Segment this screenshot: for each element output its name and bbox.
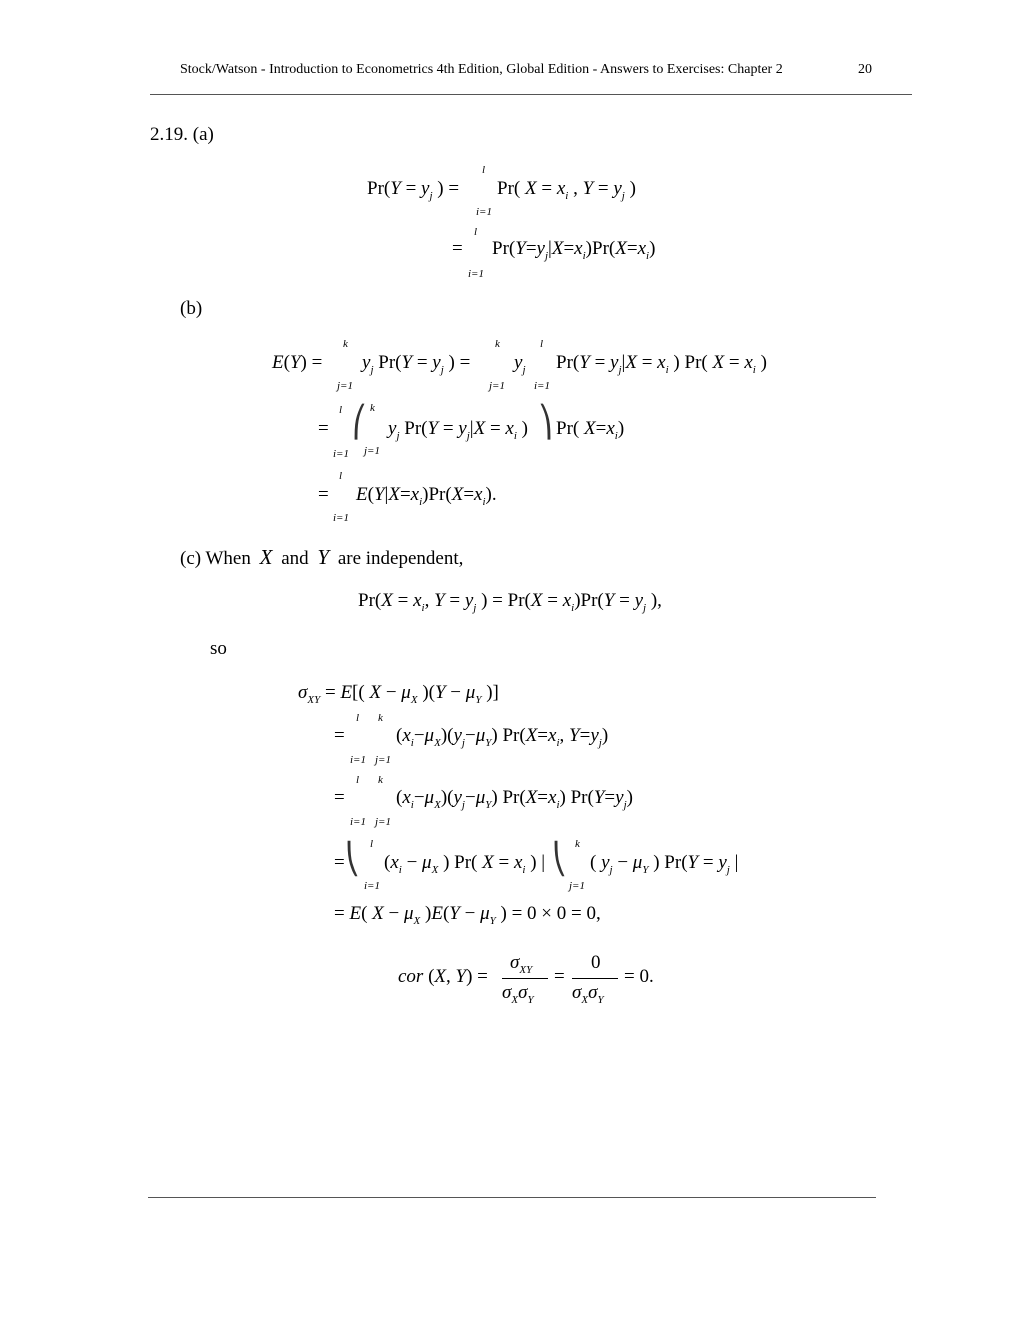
sum-lower-limit: i=1: [534, 380, 550, 392]
math-expression: 0: [591, 952, 601, 973]
left-bracket: ⎝: [552, 843, 567, 876]
sum-lower-limit: i=1: [468, 268, 484, 280]
variable-y: Y: [317, 545, 330, 569]
sum-upper-limit: k: [343, 338, 348, 350]
sum-upper-limit: l: [474, 226, 478, 238]
math-expression: $y_j$ $Pr(Y = y_j$ ) =: [362, 352, 471, 376]
sum-lower-limit: i=1: [476, 206, 492, 218]
math-expression: =: [334, 725, 345, 746]
footer-rule: [148, 1197, 876, 1198]
sum-lower-limit: i=1: [333, 512, 349, 524]
math-expression: $(x_i-\mu_X)(y_j-\mu_Y)$ $Pr(X=x_i)$ $Pr(Y=y_j)$: [396, 787, 633, 811]
math-expression: E(Y) =: [272, 352, 323, 373]
header-rule: [150, 94, 912, 95]
part-c-prefix: (c) When: [180, 548, 251, 569]
math-expression: $y_j$ $Pr(Y = y_j|X = x_i$ ): [388, 418, 528, 442]
part-c-text: [180, 545, 463, 570]
math-expression: $Pr(Y = y_j|X = x_i$ ) Pr( $X = x_i$ ): [556, 352, 767, 376]
sum-upper-limit: l: [356, 774, 360, 786]
math-expression: Pr( $X = x_i$ , $Y = y_j$ ): [497, 178, 636, 202]
math-expression: $(x_i-\mu_X)(y_j-\mu_Y)$ $Pr(X=x_i$, $Y=y_j$): [396, 725, 609, 749]
running-header-title: Stock/Watson - Introduction to Econometrics 4th Edition, Global Edition - Answers to Exercises: Chapter 2: [180, 62, 783, 77]
fraction-bar: [502, 978, 548, 979]
sum-upper-limit: k: [495, 338, 500, 350]
math-expression: cor (X, Y) =: [398, 966, 488, 987]
sum-lower-limit: i=1: [350, 816, 366, 828]
sum-lower-limit: j=1: [375, 816, 391, 828]
math-expression: =: [318, 418, 329, 439]
sum-upper-limit: k: [370, 402, 375, 414]
sum-upper-limit: l: [339, 404, 343, 416]
sum-upper-limit: l: [339, 470, 343, 482]
math-expression: $\sigma_{XY} = E$[( $X - \mu_X$ )($Y - \mu_Y$ )]: [298, 682, 499, 706]
variable-x: X: [259, 545, 273, 569]
math-expression: $\sigma_{XY}$: [510, 952, 533, 976]
so-word: so: [210, 638, 227, 659]
sum-lower-limit: j=1: [569, 880, 585, 892]
math-expression: $y_j$: [514, 352, 526, 376]
math-expression: $\sigma_X\sigma_Y$: [502, 982, 534, 1006]
sum-lower-limit: i=1: [364, 880, 380, 892]
part-b-label: (b): [180, 298, 203, 319]
sum-upper-limit: k: [378, 712, 383, 724]
exercise-label: 2.19. (a): [150, 124, 214, 145]
sum-lower-limit: j=1: [489, 380, 505, 392]
math-expression: =: [554, 966, 565, 987]
sum-upper-limit: k: [575, 838, 580, 850]
math-expression: Pr( $X=x_i$): [556, 418, 625, 442]
sum-upper-limit: l: [540, 338, 544, 350]
math-expression: $Pr(X = x_i$, $Y = y_j$ ) = $Pr(X = x_i)Pr(Y = y_j$ ),: [358, 590, 662, 614]
math-expression: $Pr(Y=y_j|X=x_i)Pr(X=x_i)$: [492, 238, 656, 262]
math-expression: =: [334, 852, 345, 873]
sum-lower-limit: i=1: [333, 448, 349, 460]
sum-upper-limit: l: [370, 838, 374, 850]
math-expression: = 0.: [624, 966, 654, 987]
math-expression: =: [334, 787, 345, 808]
part-c-and: and: [281, 548, 309, 569]
math-expression: $\sigma_X\sigma_Y$: [572, 982, 604, 1006]
math-expression: ($x_i - \mu_X$ ) Pr( $X = x_i$ ) |: [384, 852, 546, 876]
sum-lower-limit: j=1: [337, 380, 353, 392]
left-bracket: ⎝: [345, 843, 360, 876]
math-expression: $Pr(Y = y_j$ ) =: [367, 178, 460, 202]
part-c-suffix: are independent,: [337, 548, 464, 569]
sum-upper-limit: l: [356, 712, 360, 724]
sum-lower-limit: j=1: [375, 754, 391, 766]
math-expression: =: [452, 238, 463, 259]
sum-lower-limit: j=1: [364, 445, 380, 457]
sum-lower-limit: i=1: [350, 754, 366, 766]
math-expression: $E(Y|X=x_i)Pr(X=x_i)$.: [356, 484, 497, 508]
left-bracket: ⎛: [352, 406, 367, 439]
fraction-bar: [572, 978, 618, 979]
math-expression: =: [318, 484, 329, 505]
page-number: 20: [858, 62, 872, 77]
right-bracket: ⎞: [538, 406, 553, 439]
math-expression: ( $y_j - \mu_Y$ ) $Pr(Y = y_j$ |: [590, 852, 739, 876]
sum-upper-limit: k: [378, 774, 383, 786]
sum-upper-limit: l: [482, 164, 486, 176]
math-expression: = E( $X - \mu_X$ )$E(Y - \mu_Y$ ) = 0 × 0 = 0,: [334, 903, 601, 927]
